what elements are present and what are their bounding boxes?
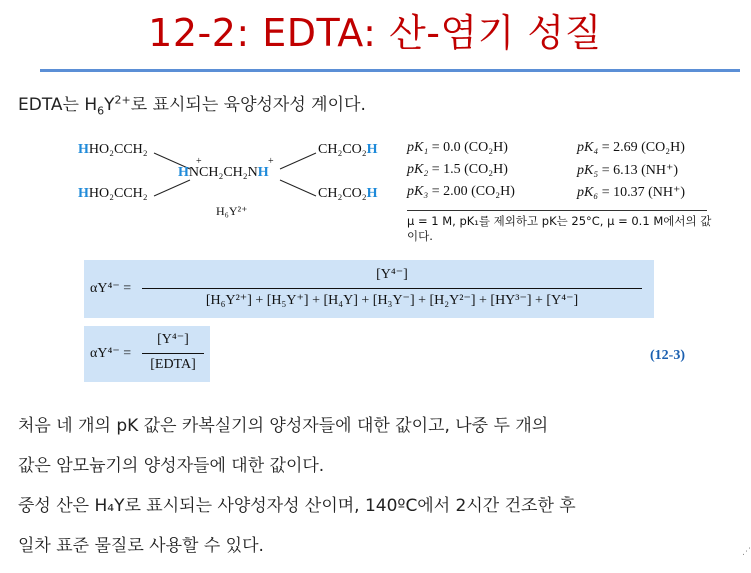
eq1-fraction-bar xyxy=(142,288,642,289)
equation-box-2 xyxy=(84,326,210,382)
intro-sub: 6 xyxy=(97,104,105,118)
eq1-numerator: [Y⁴⁻] xyxy=(376,267,408,282)
plus-right: + xyxy=(268,156,274,167)
pk2: pK₂ = 1.5 (CO₂H) xyxy=(407,162,508,177)
slide-title: 12-2: EDTA: 산-염기 성질 xyxy=(148,11,602,55)
pk6: pK₆ = 10.37 (NH⁺) xyxy=(577,185,686,200)
struct-center: HNCH₂CH₂NH xyxy=(178,165,269,180)
edta-structure xyxy=(72,138,402,228)
equation-box-1 xyxy=(84,260,654,318)
pk-divider xyxy=(407,210,707,211)
pk5: pK₅ = 6.13 (NH⁺) xyxy=(577,163,679,178)
intro-line xyxy=(18,90,366,117)
paragraph-line-1: 처음 네 개의 pK 값은 카복실기의 양성자들에 대한 값이고, 나중 두 개의 xyxy=(18,416,549,436)
eq2-lhs: αY⁴⁻ = xyxy=(90,346,132,361)
title-underline xyxy=(40,69,740,72)
resize-handle-icon[interactable]: ⋰ xyxy=(742,547,751,557)
pk3: pK₃ = 2.00 (CO₂H) xyxy=(407,184,515,199)
struct-label: H₆Y²⁺ xyxy=(216,204,248,218)
eq2-fraction-bar xyxy=(142,353,204,354)
eq1-denominator: [H₆Y²⁺] + [H₅Y⁺] + [H₄Y] + [H₃Y⁻] + [H₂Y²⁻] + [HY³⁻] + [Y⁴⁻] xyxy=(205,293,579,308)
struct-top-right: CH₂CO₂H xyxy=(318,142,378,157)
eq2-denominator: [EDTA] xyxy=(150,357,196,372)
intro-mid: Y xyxy=(104,95,115,115)
intro-sup: 2+ xyxy=(114,93,131,107)
struct-bottom-right: CH₂CO₂H xyxy=(318,186,378,201)
intro-prefix: EDTA는 H xyxy=(18,95,98,115)
eq2-numerator: [Y⁴⁻] xyxy=(157,332,189,347)
paragraph-line-3: 중성 산은 H₄Y로 표시되는 사양성자성 산이며, 140ºC에서 2시간 건조한 후 xyxy=(18,496,576,516)
pk1: pK₁ = 0.0 (CO₂H) xyxy=(407,140,508,155)
struct-bottom-left: HHO₂CCH₂ xyxy=(78,186,148,201)
paragraph-line-4: 일차 표준 물질로 사용할 수 있다. xyxy=(18,536,264,556)
intro-suffix: 로 표시되는 육양성자성 계이다. xyxy=(130,95,366,115)
pk4: pK₄ = 2.69 (CO₂H) xyxy=(577,140,685,155)
eq1-lhs: αY⁴⁻ = xyxy=(90,281,132,296)
paragraph-line-2: 값은 암모늄기의 양성자들에 대한 값이다. xyxy=(18,456,325,476)
pk-note: μ = 1 M, pK₁를 제외하고 pK는 25°C, μ = 0.1 M에서의 값이다. xyxy=(407,214,712,243)
struct-top-left: HHO₂CCH₂ xyxy=(78,142,148,157)
equation-number: (12-3) xyxy=(650,348,685,363)
plus-left: + xyxy=(196,156,202,167)
